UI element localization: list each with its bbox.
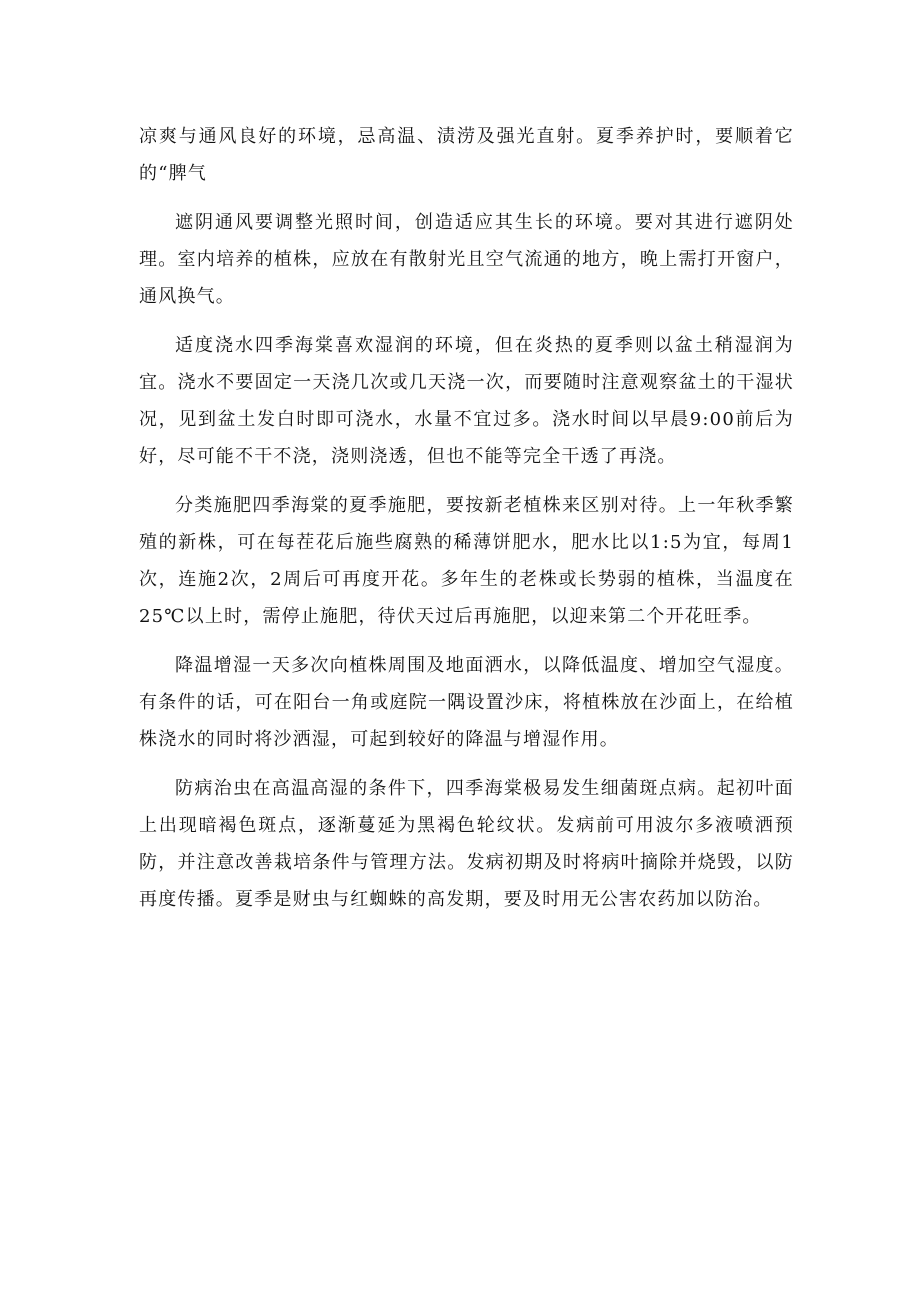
document-body xyxy=(139,118,794,930)
paragraph-continuation: 凉爽与通风良好的环境，忌高温、渍涝及强光直射。夏季养护时，要顺着它的“脾气 xyxy=(139,126,794,184)
paragraph-watering: 适度浇水四季海棠喜欢湿润的环境，但在炎热的夏季则以盆土稍湿润为宜。浇水不要固定一天浇几次或几天浇一次，而要随时注意观察盆土的干湿状况，见到盆土发白时即可浇水，水量不宜过多。浇水时间以早晨9:00前后为好，尽可能不干不浇，浇则浇透，但也不能等完全干透了再浇。 xyxy=(139,335,794,467)
paragraph-fertilizing: 分类施肥四季海棠的夏季施肥，要按新老植株来区别对待。上一年秋季繁殖的新株，可在每茬花后施些腐熟的稀薄饼肥水，肥水比以1:5为宜，每周1次，连施2次，2周后可再度开花。多年生的老株或长势弱的植株，当温度在25℃以上时，需停止施肥，待伏天过后再施肥，以迎来第二个开花旺季。 xyxy=(139,495,794,627)
paragraph-pest-control: 防病治虫在高温高湿的条件下，四季海棠极易发生细菌斑点病。起初叶面上出现暗褐色斑点，逐渐蔓延为黑褐色轮纹状。发病前可用波尔多液喷洒预防，并注意改善栽培条件与管理方法。发病初期及时将病叶摘除并烧毁，以防再度传播。夏季是财虫与红蜘蛛的高发期，要及时用无公害农药加以防治。 xyxy=(139,778,794,910)
paragraph-shading-ventilation: 遮阴通风要调整光照时间，创造适应其生长的环境。要对其进行遮阴处理。室内培养的植株，应放在有散射光且空气流通的地方，晚上需打开窗户，通风换气。 xyxy=(139,212,794,307)
paragraph-cooling-humidifying: 降温增湿一天多次向植株周围及地面洒水，以降低温度、增加空气湿度。有条件的话，可在阳台一角或庭院一隅设置沙床，将植株放在沙面上，在给植株浇水的同时将沙洒湿，可起到较好的降温与增湿作用。 xyxy=(139,655,794,750)
